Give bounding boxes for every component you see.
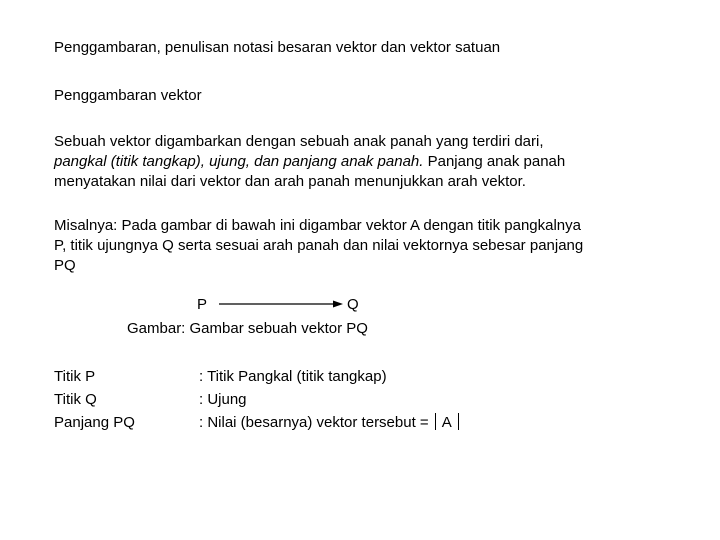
vector-start-label: P [197, 296, 208, 313]
definition-term: Panjang PQ [54, 414, 135, 431]
paragraph-line: P, titik ujungnya Q serta sesuai arah panah dan nilai vektornya sebesar panjang [54, 237, 584, 254]
abs-bar-right-icon [458, 413, 459, 430]
paragraph-definition [54, 132, 565, 192]
abs-bar-left-icon [435, 413, 436, 430]
vector-figure [197, 295, 377, 315]
page-title: Penggambaran, penulisan notasi besaran vektor dan vektor satuan [54, 39, 501, 56]
definition-description: : Titik Pangkal (titik tangkap) [199, 368, 387, 385]
figure-caption: Gambar: Gambar sebuah vektor PQ [127, 320, 368, 337]
definition-text: : Nilai (besarnya) vektor tersebut = [199, 414, 429, 431]
italic-phrase: pangkal (titik tangkap), ujung, dan panjang anak panah. [54, 153, 424, 170]
definition-term: Titik P [54, 368, 96, 385]
paragraph-line: PQ [54, 257, 76, 274]
definition-description: : Ujung [199, 391, 247, 408]
paragraph-line-rest: Panjang anak panah [423, 153, 566, 170]
vector-arrow-icon [219, 297, 343, 311]
section-heading: Penggambaran vektor [54, 87, 202, 104]
magnitude-symbol: A [441, 414, 452, 431]
paragraph-line: Misalnya: Pada gambar di bawah ini digambar vektor A dengan titik pangkalnya [54, 217, 581, 234]
vector-end-label: Q [347, 296, 359, 313]
paragraph-line [54, 152, 565, 172]
paragraph-line: Sebuah vektor digambarkan dengan sebuah anak panah yang terdiri dari, [54, 133, 544, 150]
paragraph-example [54, 216, 583, 276]
definition-term: Titik Q [54, 391, 97, 408]
definition-description [199, 413, 465, 433]
paragraph-line: menyatakan nilai dari vektor dan arah panah menunjukkan arah vektor. [54, 173, 526, 190]
